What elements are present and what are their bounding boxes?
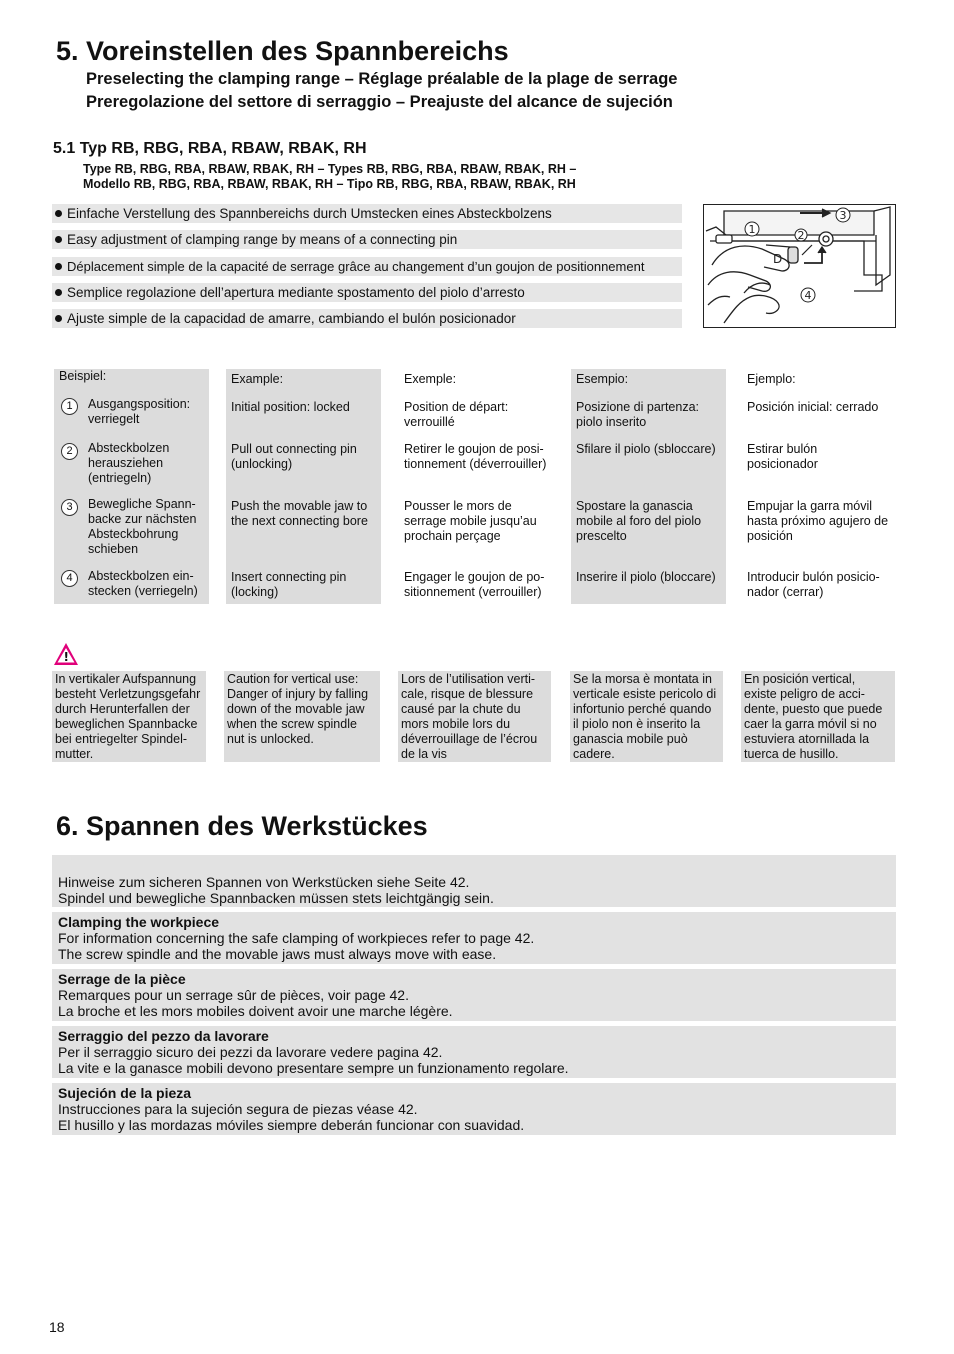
section-6-title: 6. Spannen des Werkstückes xyxy=(56,811,428,841)
bullet-dot-icon xyxy=(55,236,62,243)
warning-text-it: Se la morsa è montata in verticale esiste pericolo di infortunio perché quando il piolo non è inserito la ganascia mobile può cadere. xyxy=(570,671,723,762)
svg-text:!: ! xyxy=(63,650,69,664)
section-5-title: 5. Voreinstellen des Spannbereichs xyxy=(56,36,509,66)
bullet-item: Déplacement simple de la capacité de serrage grâce au changement d’un goujon de positionnement xyxy=(52,257,682,276)
step-text: Absteckbolzen herausziehen (entriegeln) xyxy=(88,441,170,485)
steps-column-en xyxy=(226,369,381,604)
hand-vise-drawing-icon xyxy=(704,205,895,327)
page-number: 18 xyxy=(49,1319,65,1335)
warning-text-es: En posición vertical, existe peligro de acci- dente, puesto que puede caer la garra móvil si no estuviera atornillada la tuerca de husillo. xyxy=(741,671,895,762)
bullet-dot-icon xyxy=(55,210,62,217)
section-6-line: El husillo y las mordazas móviles siempre deberán funcionar con suavidad. xyxy=(58,1117,525,1133)
step-text: Position de départ: verrouillé xyxy=(404,400,509,429)
step-text: Initial position: locked xyxy=(231,400,350,414)
section-6-block-en xyxy=(52,912,896,964)
section-6-line: Remarques pour un serrage sûr de pièces, voir page 42. xyxy=(58,987,409,1003)
section-6-line: Hinweise zum sicheren Spannen von Werkstücken siehe Seite 42. xyxy=(58,874,470,890)
svg-text:3: 3 xyxy=(839,209,847,222)
step-text: Pull out connecting pin (unlocking) xyxy=(231,442,357,471)
bullet-item: Ajuste simple de la capacidad de amarre, cambiando el bulón posicionador xyxy=(52,309,682,328)
steps-heading: Example: xyxy=(231,372,284,386)
warning-triangle-icon xyxy=(52,641,80,667)
section-6-block-es xyxy=(52,1083,896,1135)
section-6-line: La broche et les mors mobiles doivent avoir une marche légère. xyxy=(58,1003,453,1019)
section-5-1-subtitle-2: Modello RB, RBG, RBA, RBAW, RBAK, RH – Tipo RB, RBG, RBA, RBAW, RBAK, RH xyxy=(83,177,576,191)
steps-heading: Ejemplo: xyxy=(747,372,796,386)
steps-column-es xyxy=(742,369,898,604)
step-text: Sfilare il piolo (sbloccare) xyxy=(576,442,716,456)
steps-heading: Exemple: xyxy=(404,372,457,386)
section-6-line: Instrucciones para la sujeción segura de piezas véase 42. xyxy=(58,1101,418,1117)
svg-text:4: 4 xyxy=(804,289,812,302)
steps-heading: Esempio: xyxy=(576,372,629,386)
steps-column-de xyxy=(54,369,209,604)
step-text: Engager le goujon de po- sitionnement (verrouiller) xyxy=(404,570,545,599)
bullet-item: Easy adjustment of clamping range by means of a connecting pin xyxy=(52,230,682,249)
section-5-subtitle-1: Preselecting the clamping range – Réglage préalable de la plage de serrage xyxy=(86,70,678,88)
svg-text:D: D xyxy=(773,252,783,266)
step-text: Push the movable jaw to the next connecting bore xyxy=(231,499,368,528)
step-text: Retirer le goujon de posi- tionnement (déverrouiller) xyxy=(404,442,547,471)
step-text: Empujar la garra móvil hasta próximo agujero de posición xyxy=(747,499,889,543)
section-6-block-title: Sujeción de la pieza xyxy=(58,1085,192,1101)
bullet-item: Einfache Verstellung des Spannbereichs durch Umstecken eines Absteckbolzens xyxy=(52,204,682,223)
step-text: Posizione di partenza: piolo inserito xyxy=(576,400,699,429)
steps-heading: Beispiel: xyxy=(59,369,107,383)
step-number-badge: 1 xyxy=(61,398,78,415)
section-6-block-de xyxy=(52,855,896,907)
bullet-dot-icon xyxy=(55,263,62,270)
step-text: Spostare la ganascia mobile al foro del piolo prescelto xyxy=(576,499,702,543)
step-text: Ausgangsposition: verriegelt xyxy=(88,397,191,426)
step-text: Inserire il piolo (bloccare) xyxy=(576,570,716,584)
section-6-block-fr xyxy=(52,969,896,1021)
section-6-line: Per il serraggio sicuro dei pezzi da lavorare vedere pagina 42. xyxy=(58,1044,443,1060)
section-5-1-title: 5.1 Typ RB, RBG, RBA, RBAW, RBAK, RH xyxy=(53,140,367,157)
step-text: Bewegliche Spann- backe zur nächsten Absteckbohrung schieben xyxy=(88,497,197,556)
step-number-badge: 4 xyxy=(61,570,78,587)
step-number-badge: 2 xyxy=(61,443,78,460)
section-6-block-title: Serraggio del pezzo da lavorare xyxy=(58,1028,269,1044)
section-6-line: The screw spindle and the movable jaws must always move with ease. xyxy=(58,946,497,962)
section-6-block-title: Clamping the workpiece xyxy=(58,914,220,930)
svg-text:2: 2 xyxy=(797,229,805,242)
step-text: Introducir bulón posicio- nador (cerrar) xyxy=(747,570,880,599)
steps-column-fr xyxy=(399,369,554,604)
bullet-dot-icon xyxy=(55,289,62,296)
warning-text-de: In vertikaler Aufspannung besteht Verletzungsgefahr durch Herunterfallen der beweglichen Spannbacke bei entriegelter Spindel- mutter. xyxy=(52,671,206,762)
section-6-block-it xyxy=(52,1026,896,1078)
bullet-dot-icon xyxy=(55,315,62,322)
warning-text-fr: Lors de l’utilisation verti- cale, risque de blessure causé par la chute du mors mobile lors du déverrouillage de l’écrou de la vis xyxy=(398,671,551,762)
section-5-subtitle-2: Preregolazione del settore di serraggio – Preajuste del alcance de sujeción xyxy=(86,93,673,111)
steps-column-it xyxy=(571,369,726,604)
step-text: Posición inicial: cerrado xyxy=(747,400,879,414)
step-text: Pousser le mors de serrage mobile jusqu’au prochain perçage xyxy=(404,499,537,543)
section-6-line: La vite e la ganasce mobili devono presentare sempre un funzionamento regolare. xyxy=(58,1060,569,1076)
step-text: Absteckbolzen ein- stecken (verriegeln) xyxy=(88,569,198,598)
section-6-line: Spindel und bewegliche Spannbacken müssen stets leichtgängig sein. xyxy=(58,890,494,906)
step-text: Insert connecting pin (locking) xyxy=(231,570,347,599)
section-6-block-title: Serrage de la pièce xyxy=(58,971,186,987)
section-5-1-subtitle-1: Type RB, RBG, RBA, RBAW, RBAK, RH – Types RB, RBG, RBA, RBAW, RBAK, RH – xyxy=(83,162,577,176)
clamping-pin-illustration xyxy=(703,204,896,328)
step-text: Estirar bulón posicionador xyxy=(747,442,818,471)
svg-text:1: 1 xyxy=(748,223,756,236)
warning-text-en: Caution for vertical use: Danger of injury by falling down of the movable jaw when the screw spindle nut is unlocked. xyxy=(224,671,380,762)
section-6-line: For information concerning the safe clamping of workpieces refer to page 42. xyxy=(58,930,535,946)
step-number-badge: 3 xyxy=(61,499,78,516)
bullet-item: Semplice regolazione dell’apertura mediante spostamento del piolo d’arresto xyxy=(52,283,682,302)
